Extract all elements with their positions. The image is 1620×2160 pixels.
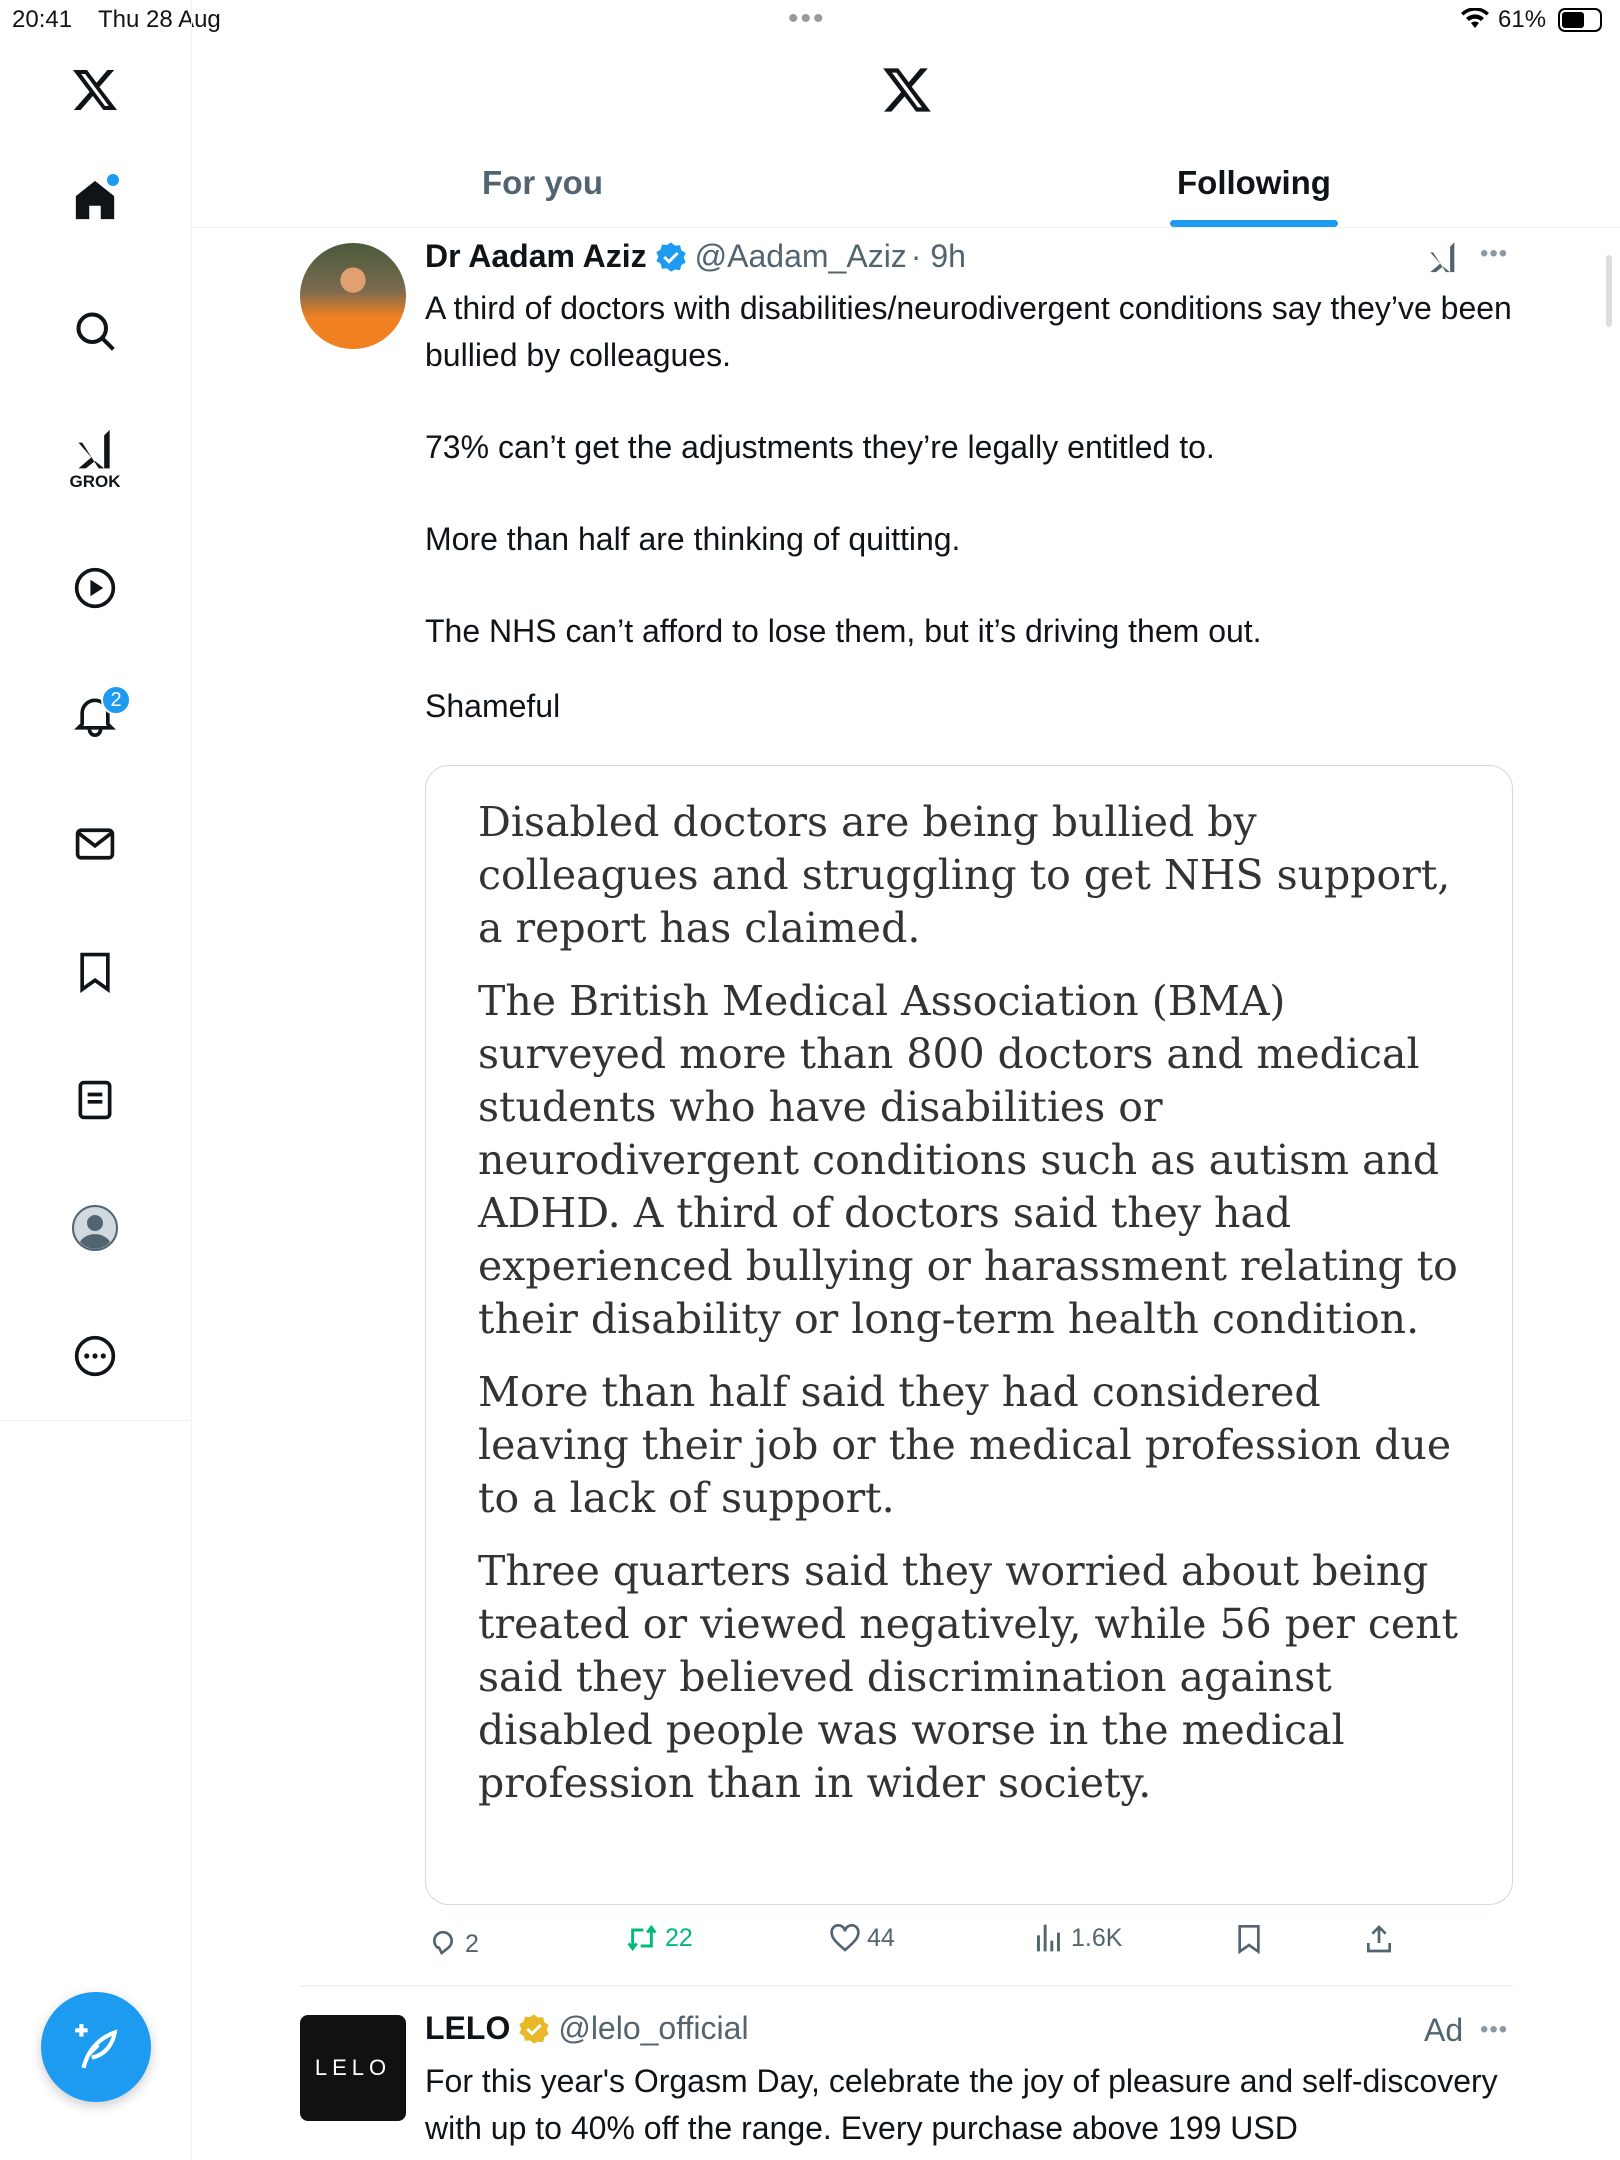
analytics-icon [1033,1922,1065,1954]
compose-feather-icon [71,2022,121,2072]
share-icon [1363,1922,1395,1956]
article-paragraph: Disabled doctors are being bullied by colleagues and struggling to get NHS support, a report has claimed. [478,798,1451,952]
like-button[interactable] [829,1922,895,1954]
ad-label: Ad [1424,2012,1464,2048]
compose-post-button[interactable] [41,1992,151,2102]
tab-for-you[interactable]: For you [482,164,603,201]
retweet-icon [625,1922,659,1954]
tweet-paragraph: Shameful [425,688,561,724]
bookmark-icon [1233,1922,1265,1956]
status-time: 20:41 [12,6,73,33]
notifications-icon[interactable] [71,689,122,739]
lelo-avatar[interactable] [300,2015,406,2121]
author-name[interactable]: Dr Aadam Aziz [425,238,647,274]
multitask-dots-icon[interactable]: ••• [788,2,826,35]
tweet-header [425,238,966,275]
profile-avatar-icon[interactable] [71,1204,119,1252]
bookmark-button[interactable] [1233,1922,1265,1956]
article-paragraph: Three quarters said they worried about being treated or viewed negatively, while 56 per cent said they believed discrimination against disabled people was worse in the medical profession than in wider society. [478,1547,1459,1807]
ad-author-name[interactable]: LELO [425,2010,511,2046]
article-screenshot-image[interactable] [425,765,1513,1905]
ad-text: For this year's Orgasm Day, celebrate the joy of pleasure and self-discovery with up to 40% off the range. Every purchase above 199 USD [425,2063,1498,2146]
timeline-tabs [192,150,1620,228]
article-paragraph: The British Medical Association (BMA) surveyed more than 800 doctors and medical students who have disabilities or neurodivergent conditions such as autism and ADHD. A third of doctors said they had experienced bullying or harassment relating to their disability or long-term health condition. [478,977,1458,1343]
retweet-count: 22 [665,1923,693,1952]
search-icon[interactable] [71,307,119,355]
scrollbar[interactable] [1606,255,1612,327]
tweet-paragraph: The NHS can’t afford to lose them, but it’s driving them out. [425,613,1262,649]
verified-badge-icon [655,241,687,273]
notifications-badge: 2 [101,685,131,715]
heart-icon [829,1922,861,1954]
share-button[interactable] [1363,1922,1395,1956]
tweet-paragraph: More than half are thinking of quitting. [425,521,961,557]
lists-icon[interactable] [71,1076,119,1124]
ad-handle[interactable]: @lelo_official [558,2010,749,2046]
battery-percent: 61% [1498,6,1547,33]
x-header-logo-icon[interactable] [880,64,934,116]
sidebar [0,0,192,2160]
like-count: 44 [867,1923,895,1952]
author-handle[interactable]: @Aadam_Aziz [694,238,907,274]
gold-verified-badge-icon [518,2013,550,2045]
x-logo-icon[interactable] [71,66,119,114]
tweet-actions [425,1922,1515,1970]
lelo-logo-text: LELO [314,2055,392,2080]
unread-dot [107,174,119,186]
views-count: 1.6K [1071,1923,1123,1952]
ad-more-icon[interactable]: ••• [1480,2016,1509,2043]
home-icon[interactable] [71,176,119,224]
article-paragraph: More than half said they had considered leaving their job or the medical profession due to a lack of support. [478,1368,1452,1522]
grok-explain-icon[interactable] [1426,240,1460,276]
sidebar-divider [0,1420,192,1421]
reply-button[interactable] [427,1922,479,1959]
grok-icon[interactable] [71,425,119,495]
tweet-more-icon[interactable]: ••• [1480,240,1509,267]
more-icon[interactable] [71,1332,119,1380]
status-bar [0,0,1620,40]
tweet-paragraph: 73% can’t get the adjustments they’re legally entitled to. [425,429,1215,465]
active-tab-indicator [1170,220,1338,227]
author-avatar[interactable] [300,243,406,349]
tweet-divider [300,1985,1513,1987]
reply-icon [427,1924,459,1958]
ad-header [425,2010,749,2047]
views-button[interactable] [1033,1922,1122,1954]
reply-count: 2 [465,1930,479,1958]
wifi-icon [1460,8,1490,30]
bookmarks-icon[interactable] [71,948,119,996]
status-date: Thu 28 Aug [98,6,221,33]
retweet-button[interactable] [625,1922,693,1954]
grok-label: GROK [69,472,121,491]
tweet-text [425,285,1515,730]
messages-icon[interactable] [71,820,119,868]
battery-icon [1558,8,1602,32]
tab-following[interactable]: Following [1177,164,1331,201]
video-icon[interactable] [71,564,119,612]
tweet-time[interactable]: · 9h [910,238,966,274]
tweet-paragraph: A third of doctors with disabilities/neurodivergent conditions say they’ve been bullied by colleagues. [425,290,1512,373]
